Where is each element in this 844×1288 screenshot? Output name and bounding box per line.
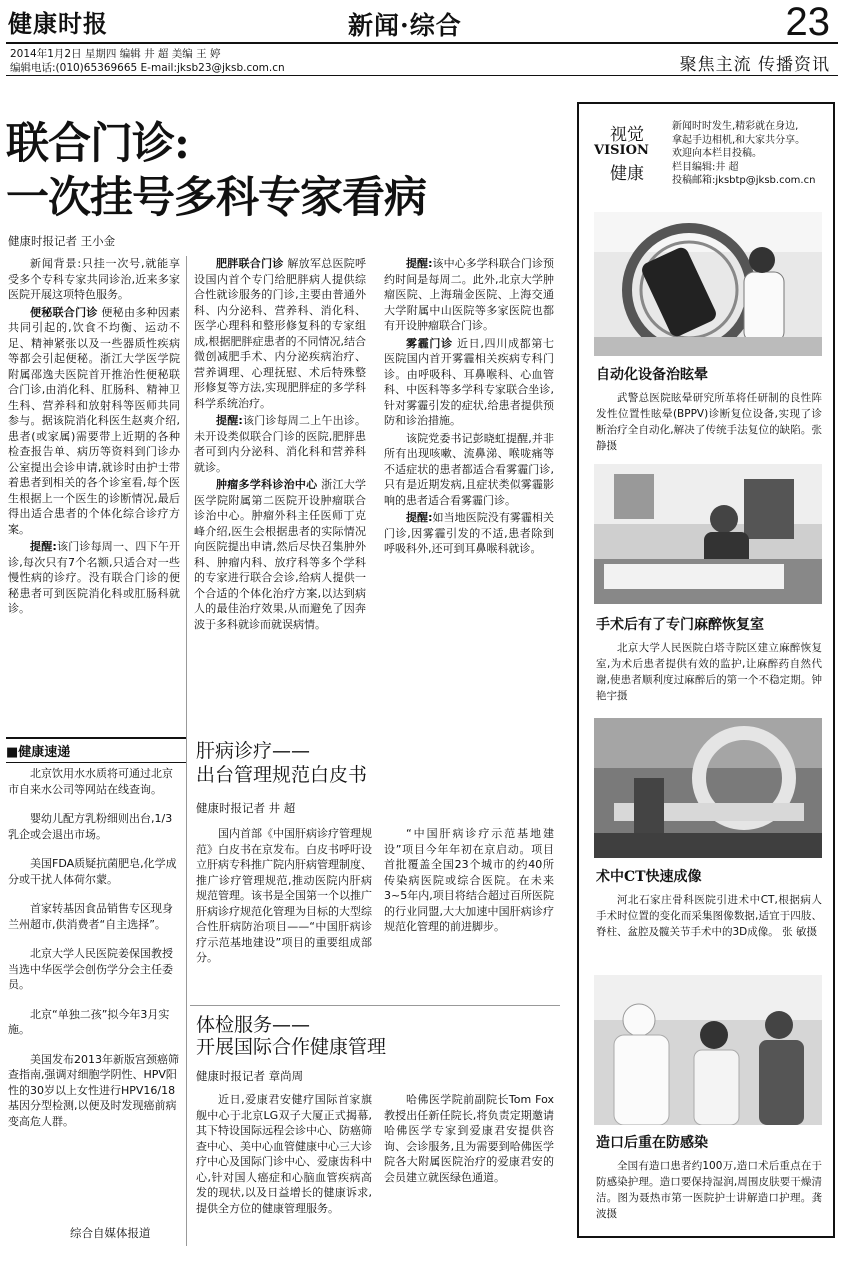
paragraph: 提醒:该门诊每周二上午出诊。未开设类似联合门诊的医院,肥胖患者可到内分泌科、消化科和营养科就诊。 <box>194 414 366 474</box>
paragraph: 雾霾门诊 近日,四川成都第七医院国内首开雾霾相关疾病专科门诊。由呼吸科、耳鼻喉科、心血管科、中医科等多学科专家联合坐诊,针对雾霾引发的症状,给患者提供预防和诊治措施。 <box>384 336 554 427</box>
news-item: 北京饮用水水质将可通过北京市自来水公司等网站在线查询。 <box>8 767 173 796</box>
photo-caption-2: 手术后有了专门麻醉恢复室 <box>596 617 764 633</box>
newspaper-logo: 健康时报 <box>8 9 108 38</box>
recovery-room-photo <box>594 464 822 604</box>
masthead-slogan: 聚焦主流 传播资讯 <box>679 55 830 75</box>
paragraph: 提醒:该中心多学科联合门诊预约时间是每周二。此外,北京大学肿瘤医院、上海瑞金医院、上海交通大学附属中山医院等多家医院也都有开设肿瘤联合门诊。 <box>384 257 554 332</box>
main-article-column-2 <box>194 256 366 726</box>
vision-label-cn-top: 视觉 <box>610 125 644 145</box>
checkup-article-title-1: 体检服务—— <box>196 1014 311 1036</box>
paragraph: 肿瘤多学科诊治中心 浙江大学医学院附属第二医院开设肿瘤联合诊治中心。肿瘤外科主任医师丁克峰介绍,医生会根据患者的实际情况向医院提出申请,然后尽快召集肿外科、肿瘤内科、放疗科等多个学科的专家进行联合会诊,给病人提供一个合适的个体化治疗方案,以达到病人的最佳治疗效果,从而避免了因奔波于多科就诊而就误病情。 <box>194 478 366 631</box>
news-item: 美国发布2013年新版宫颈癌筛查指南,强调对细胞学阴性、HPV阳性的30岁以上女性进行HPV16/18基因分型检测,以便及时发现癌前病变高危人群。 <box>8 1052 179 1128</box>
main-article-column-3 <box>384 256 554 726</box>
intraoperative-ct-photo <box>594 718 822 858</box>
liver-article-title-1: 肝病诊疗—— <box>196 740 311 762</box>
checkup-article-column-2 <box>384 1092 554 1242</box>
intro-line: 新闻时时发生,精彩就在身边, <box>672 121 799 132</box>
paragraph: 国内首部《中国肝病诊疗管理规范》白皮书在京发布。白皮书呼吁设立肝病专科推广院内肝病管理制度、推广诊疗管理规范,推动医院内肝病规范管理。该书是全国第一个以推广肝病诊疗规范化管理为目标的大型综合性肝病防治项目——“中国肝病诊疗示范基地建设”项目的重要组成部分。 <box>196 827 372 964</box>
paragraph: 提醒:该门诊每周一、四下午开诊,每次只有7个名额,只适合对一些慢性病的诊疗。没有联合门诊的便秘患者可到医院消化科或肛肠科就诊。 <box>8 540 180 615</box>
checkup-article-byline: 健康时报记者 章尚周 <box>196 1069 304 1083</box>
liver-article-byline: 健康时报记者 井 超 <box>196 801 296 815</box>
photo-text-1: 武警总医院眩晕研究所革将任研制的良性阵发性位置性眩晕(BPPV)诊断复位设备,实现了诊断治疗全自动化,解决了传统手法复位的缺陷。张静摄 <box>596 392 822 452</box>
vertigo-device-photo <box>594 212 822 356</box>
paragraph: “中国肝病诊疗示范基地建设”项目今年年初在京启动。项目首批覆盖全国23个城市的约40所传染病医院或综合医院。在未来3~5年内,项目将结合超过百所医院的行业同盟,大大加速中国肝病诊疗规范化管理的前进脚步。 <box>384 827 554 933</box>
photo-text-4: 全国有造口患者约100万,造口术后重点在于防感染护理。造口要保持湿润,周围皮肤要干燥清洁。图为聂热市第一医院护士讲解造口护理。龚 波摄 <box>596 1160 822 1220</box>
editor-contact: 编辑电话:(010)65369665 E-mail:jksb23@jksb.com.cn <box>10 62 285 74</box>
issue-date-editors: 2014年1月2日 星期四 编辑 井 超 美编 王 婷 <box>10 48 221 60</box>
news-item: 首家转基因食品销售专区现身兰州超市,供消费者“自主选择”。 <box>8 902 173 931</box>
paragraph: 肥胖联合门诊 解放军总医院呼设国内首个专门给肥胖病人提供综合性就诊服务的门诊,主要由普通外科、内分泌科、营养科、消化科、医学心理科和整形修复科的专家组成,根据肥胖症患者的不同情况,结合微创减肥手术、内分泌疾病治疗、营养调理、心理抚慰、术后特殊整形修复等方法,实现肥胖症的多学科科学系统治疗。 <box>194 257 366 410</box>
checkup-article-title-2: 开展国际合作健康管理 <box>196 1036 387 1058</box>
main-byline: 健康时报记者 王小金 <box>8 234 116 248</box>
main-article-column-1 <box>8 256 180 726</box>
checkup-article-column-1 <box>196 1092 372 1242</box>
section-title: 新闻·综合 <box>348 11 462 40</box>
column-divider <box>186 256 187 1246</box>
health-news-list <box>8 766 180 1246</box>
news-item: 美国FDA质疑抗菌肥皂,化学成分或干扰人体荷尔蒙。 <box>8 857 177 886</box>
article-divider <box>190 1005 560 1006</box>
masthead-rule-bottom <box>6 75 838 76</box>
paragraph: 提醒:如当地医院没有雾霾相关门诊,因雾霾引发的不适,患者除到呼吸科外,还可到耳鼻喉科就诊。 <box>384 511 554 555</box>
vision-intro <box>672 120 832 188</box>
headline-line-1: 联合门诊: <box>6 119 189 169</box>
news-item: 婴幼儿配方乳粉细则出台,1/3乳企或会退出市场。 <box>8 812 173 841</box>
headline-line-2: 一次挂号多科专家看病 <box>6 173 426 223</box>
intro-line: 欢迎向本栏目投稿。 <box>672 148 762 159</box>
stoma-care-photo <box>594 975 822 1125</box>
photo-caption-1: 自动化设备治眩晕 <box>596 367 708 383</box>
intro-line: 栏目编辑:井 超 <box>672 161 739 173</box>
photo-caption-3: 术中CT快速成像 <box>596 869 702 885</box>
vision-label-en: VISION <box>594 143 649 158</box>
paragraph: 便秘联合门诊 便秘由多种因素共同引起的,饮食不均衡、运动不足、精神紧张以及一些器质性疾病等都会引起便秘。浙江大学医学院附属邵逸夫医院首开推治性便秘联合门诊,由消化科、肛肠科、精神卫生科、营养科和放射科等医师共同参与。据该院消化科医生赵爽介绍,患者(或家属)需要带上近期的各种检查报告单、病历等资料到门诊办公室提出会诊申请,就诊时由护士带着患者到相关的各个诊室看,每个医生根据上一个医生的诊断情况,最后得出适合患者的个体化综合诊疗方案。 <box>8 305 180 536</box>
intro-line: 拿起手边相机,和大家共分享。 <box>672 134 806 146</box>
page-number: 23 <box>785 0 830 44</box>
photo-caption-4: 造口后重在防感染 <box>596 1135 708 1151</box>
paragraph: 该院党委书记彭晓虹提醒,并非所有出现咳嗽、流鼻涕、喉咙痛等不适症状的患者都适合看雾霾门诊,只有是近期发病,且症状类似雾霾影响的患者适合看雾霾门诊。 <box>384 431 554 507</box>
health-news-heading: ■健康速递 <box>6 737 186 763</box>
masthead-rule <box>6 42 838 44</box>
liver-article-title-2: 出台管理规范白皮书 <box>196 764 368 786</box>
news-item: 北京“单独二孩”拟今年3月实施。 <box>8 1007 170 1036</box>
paragraph: 新闻背景:只挂一次号,就能享受多个专科专家共同诊治,近来多家医院开展这项特色服务。 <box>8 257 180 301</box>
liver-article-column-2 <box>384 826 554 996</box>
news-item: 北京大学人民医院姜保国教授当选中华医学会创伤学分会主任委员。 <box>8 947 173 991</box>
liver-article-column-1 <box>196 826 372 996</box>
paragraph: 近日,爱康君安健疗国际首家旗舰中心于北京LG双子大厦正式揭幕,其下特设国际远程会诊中心、防癌筛查中心、美中心血管健康中心三大诊疗中心及国际门诊中心、爱康齿科中心,针对国人癌症和心脑血管疾病高发的现状,以及日益增长的健康诉求,提供全方位的健康管理服务。 <box>196 1093 372 1215</box>
vision-label-cn-bottom: 健康 <box>610 164 644 184</box>
health-news-source: 综合自媒体报道 <box>70 1226 151 1240</box>
photo-text-2: 北京大学人民医院白塔寺院区建立麻醉恢复室,为术后患者提供有效的监护,让麻醉药自然代谢,使患者顺利度过麻醉后的第一个不稳定期。钟艳宇摄 <box>596 642 822 702</box>
paragraph: 哈佛医学院前副院长Tom Fox教授出任新任院长,将负责定期邀请哈佛医学专家到爱康君安提供咨询、会诊服务,且为需要到哈佛医学院各大附属医院治疗的爱康君安的会员建立就医绿色通道。 <box>384 1093 554 1184</box>
intro-line: 投稿邮箱:jksbtp@jksb.com.cn <box>672 175 816 186</box>
photo-text-3: 河北石家庄骨科医院引进术中CT,根据病人手术时位置的变化而采集图像数据,适宜于四肢、脊柱、盆腔及髋关节手术中的3D成像。 张 敏摄 <box>596 894 822 938</box>
